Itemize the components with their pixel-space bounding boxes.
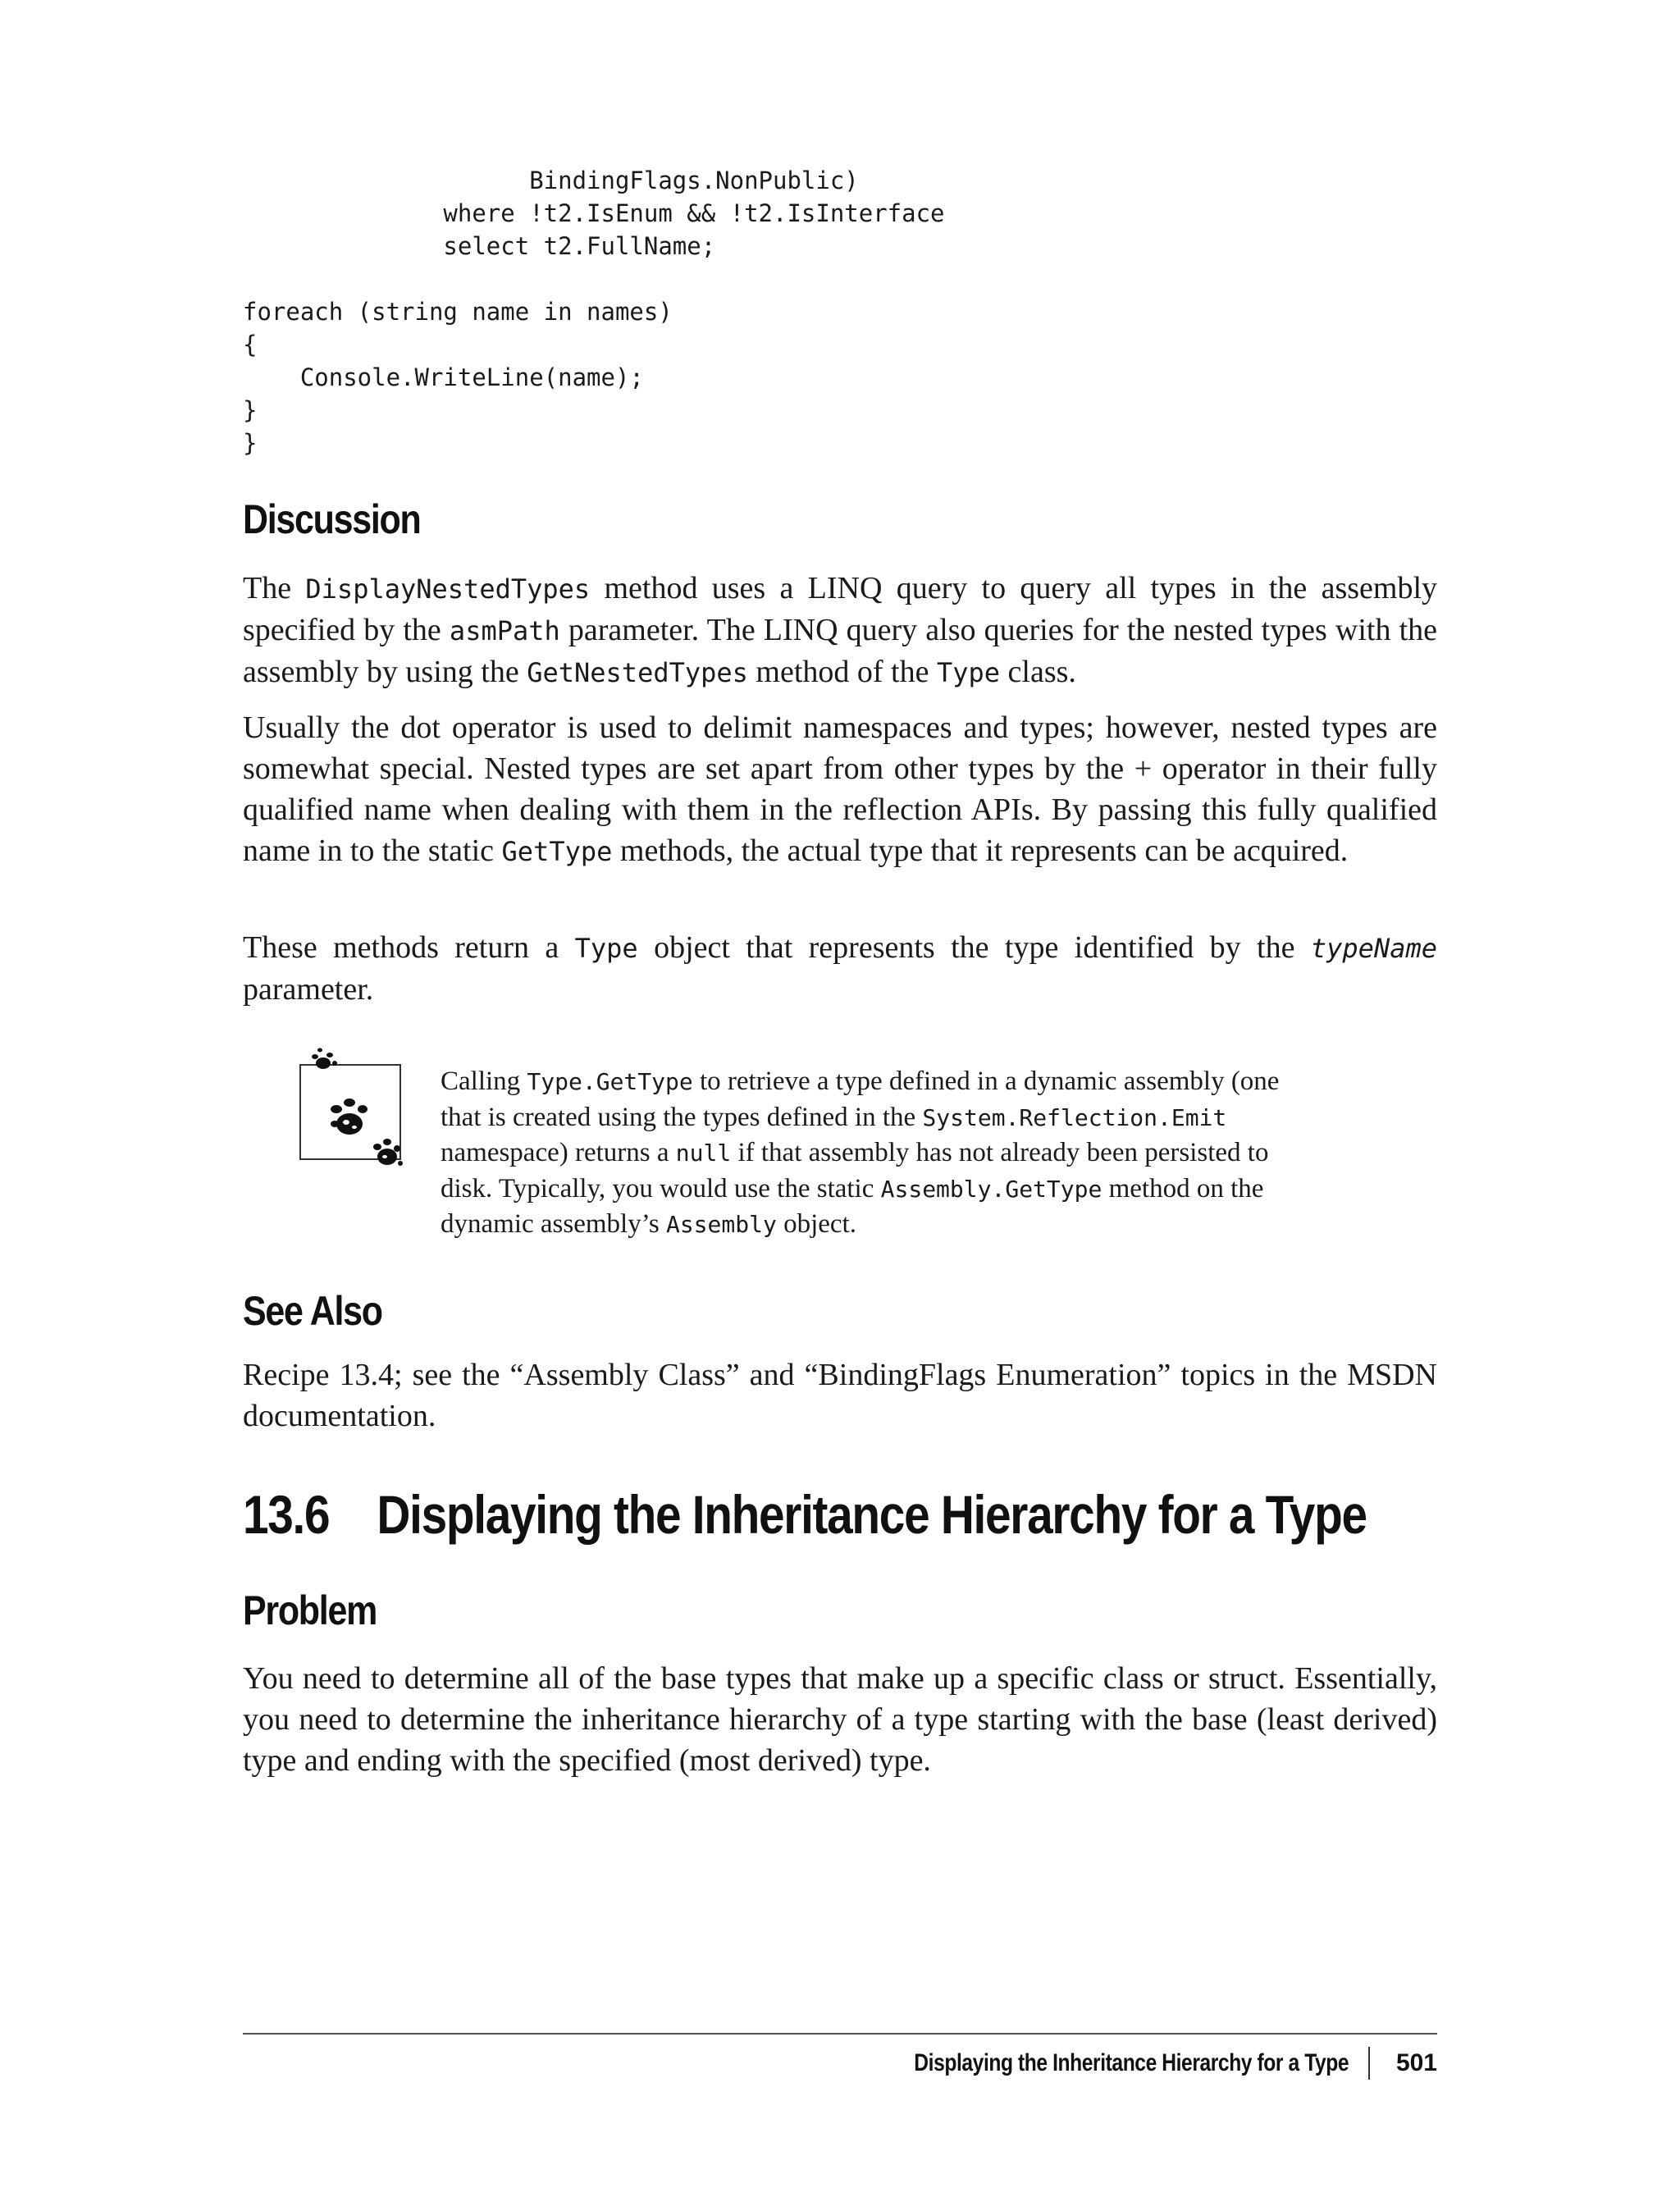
code-line: select t2.FullName; (243, 232, 716, 260)
footer-title: Displaying the Inheritance Hierarchy for a Type (914, 2049, 1349, 2076)
code-line: foreach (string name in names) (243, 298, 673, 326)
code-block (243, 164, 945, 459)
section-title (243, 1483, 1367, 1546)
discussion-paragraph-2: Usually the dot operator is used to delimit namespaces and types; however, nested types are somewhat special. Nested types are set apart from other types by the + operator in their fully qualified name when dealing with them in the reflection APIs. By passing this fully qualified name in to the static GetType methods, the actual type that it represents can be acquired. (243, 710, 1437, 868)
see-also-heading: See Also (243, 1288, 382, 1334)
code-line: Console.WriteLine(name); (243, 363, 644, 391)
discussion-heading: Discussion (243, 496, 421, 542)
code-line: } (243, 396, 258, 424)
section-number: 13.6 (243, 1484, 330, 1545)
note-text: Calling Type.GetType to retrieve a type defined in a dynamic assembly (one that is created using the types defined in the System.Reflection.Emit namespace) returns a null if that assembly has not already been persisted to disk. Typically, you would use the static Assembly.GetType method on the dynamic assembly’s Assembly object. (441, 1066, 1280, 1239)
footer-rule (243, 2033, 1437, 2035)
tip-icon (299, 1034, 405, 1173)
code-line: } (243, 429, 258, 457)
section-title-text: Displaying the Inheritance Hierarchy for a Type (377, 1484, 1367, 1545)
discussion-paragraph-3: These methods return a Type object that represents the type identified by the typeName parameter. (243, 930, 1437, 1007)
code-line: where !t2.IsEnum && !t2.IsInterface (243, 199, 945, 227)
code-line: { (243, 331, 258, 359)
code-line: BindingFlags.NonPublic) (243, 167, 859, 194)
problem-heading: Problem (243, 1587, 377, 1633)
page-number: 501 (1395, 2049, 1437, 2076)
problem-text: You need to determine all of the base types that make up a specific class or struct. Essentially, you need to determine the inheritance hierarchy of a type starting with the base (least derived) type and ending with the specified (most derived) type. (243, 1661, 1437, 1778)
discussion-paragraph-1: The DisplayNestedTypes method uses a LINQ query to query all types in the assembly specified by the asmPath parameter. The LINQ query also queries for the nested types with the assembly by using the GetNestedTypes method of the Type class. (243, 571, 1438, 689)
footer-separator (1368, 2047, 1370, 2080)
book-page (243, 0, 1437, 2206)
see-also-text: Recipe 13.4; see the “Assembly Class” and “BindingFlags Enumeration” topics in the MSDN documentation. (243, 1358, 1437, 1433)
running-footer (819, 2043, 1437, 2084)
